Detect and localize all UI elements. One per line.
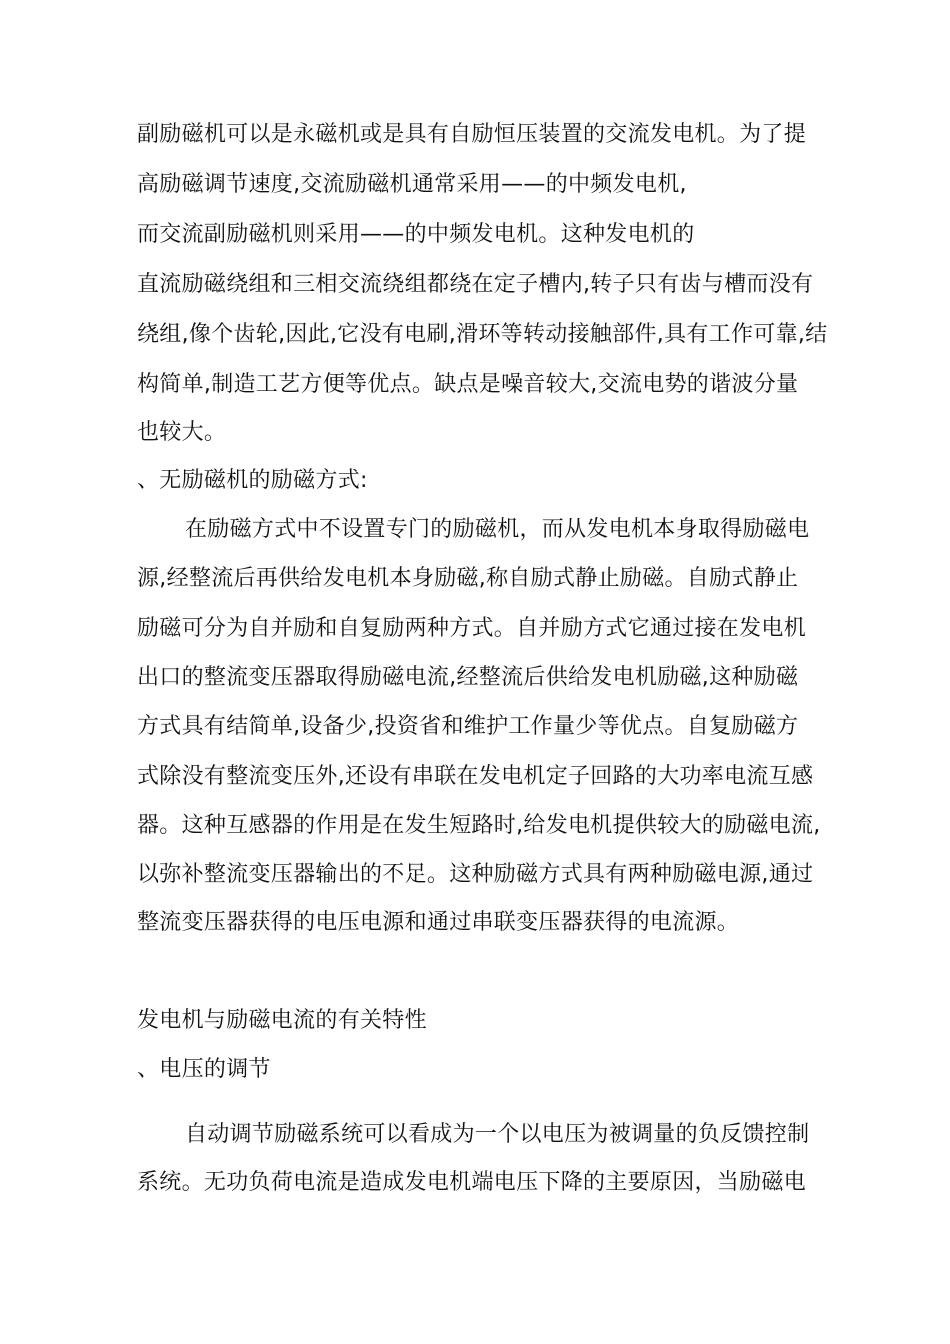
paragraph-line: 出口的整流变压器取得励磁电流,经整流后供给发电机励磁,这种励磁 (137, 665, 799, 690)
paragraph-line: 以弥补整流变压器输出的不足。这种励磁方式具有两种励磁电源,通过 (137, 862, 814, 887)
paragraph-line: 构简单,制造工艺方便等优点。缺点是噪音较大,交流电势的谐波分量 (137, 372, 799, 397)
paragraph-line: 系统。无功负荷电流是造成发电机端电压下降的主要原因，当励磁电 (137, 1170, 807, 1195)
section-heading: 、无励磁机的励磁方式: (137, 468, 368, 493)
paragraph-line: 也较大。 (137, 420, 227, 445)
paragraph-line: 整流变压器获得的电压电源和通过串联变压器获得的电流源。 (137, 910, 740, 935)
paragraph-line: 副励磁机可以是永磁机或是具有自励恒压装置的交流发电机。为了提 (137, 122, 807, 147)
paragraph-line: 绕组,像个齿轮,因此,它没有电刷,滑环等转动接触部件,具有工作可靠,结 (137, 322, 828, 347)
paragraph-line: 源,经整流后再供给发电机本身励磁,称自励式静止励磁。自励式静止 (137, 566, 799, 591)
paragraph-line: 在励磁方式中不设置专门的励磁机，而从发电机本身取得励磁电 (185, 517, 810, 542)
paragraph-line: 励磁可分为自并励和自复励两种方式。自并励方式它通过接在发电机 (137, 616, 807, 641)
paragraph-line: 高励磁调节速度,交流励磁机通常采用——的中频发电机, (137, 172, 687, 197)
section-heading: 、电压的调节 (137, 1057, 271, 1082)
section-title: 发电机与励磁电流的有关特性 (137, 1008, 427, 1033)
paragraph-line: 器。这种互感器的作用是在发生短路时,给发电机提供较大的励磁电流, (137, 813, 821, 838)
paragraph-line: 自动调节励磁系统可以看成为一个以电压为被调量的负反馈控制 (185, 1122, 810, 1147)
paragraph-line: 式除没有整流变压外,还设有串联在发电机定子回路的大功率电流互感 (137, 764, 814, 789)
paragraph-line: 而交流副励磁机则采用——的中频发电机。这种发电机的 (137, 222, 695, 247)
paragraph-line: 直流励磁绕组和三相交流绕组都绕在定子槽内,转子只有齿与槽而没有 (137, 272, 814, 297)
paragraph-line: 方式具有结简单,设备少,投资省和维护工作量少等优点。自复励磁方 (137, 714, 799, 739)
